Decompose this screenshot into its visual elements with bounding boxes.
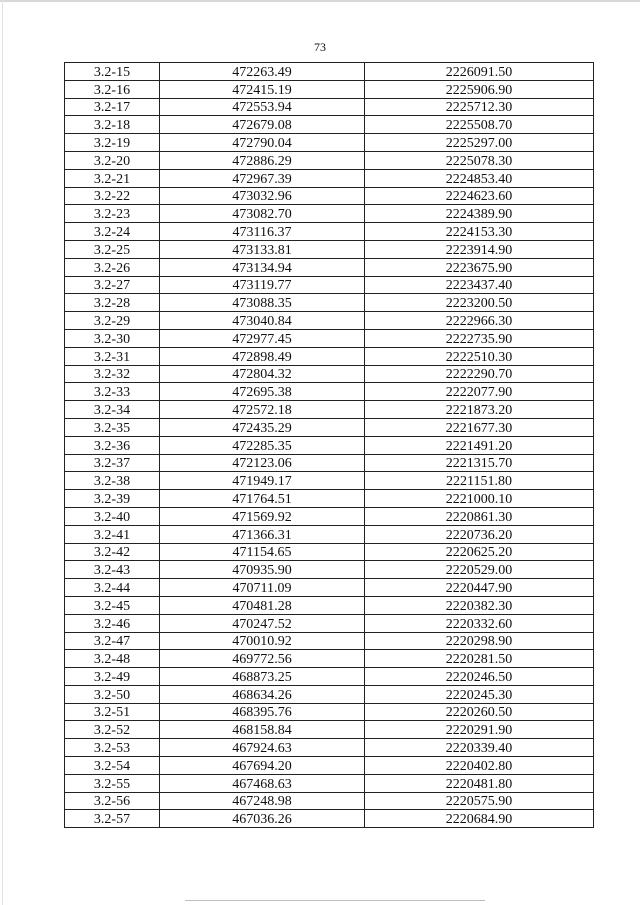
x-coordinate-cell: 467036.26 (160, 810, 365, 828)
table-row (65, 472, 594, 490)
x-coordinate-cell: 472435.29 (160, 418, 365, 436)
y-coordinate-cell: 2220332.60 (365, 614, 594, 632)
table-row (65, 80, 594, 98)
y-coordinate-cell: 2221677.30 (365, 418, 594, 436)
point-id-cell: 3.2-37 (65, 454, 160, 472)
point-id-cell: 3.2-26 (65, 258, 160, 276)
point-id-cell: 3.2-23 (65, 205, 160, 223)
y-coordinate-cell: 2222735.90 (365, 329, 594, 347)
y-coordinate-cell: 2225297.00 (365, 134, 594, 152)
point-id-cell: 3.2-40 (65, 507, 160, 525)
x-coordinate-cell: 472898.49 (160, 347, 365, 365)
point-id-cell: 3.2-27 (65, 276, 160, 294)
x-coordinate-cell: 472804.32 (160, 365, 365, 383)
table-row (65, 312, 594, 330)
x-coordinate-cell: 470481.28 (160, 596, 365, 614)
point-id-cell: 3.2-33 (65, 383, 160, 401)
point-id-cell: 3.2-50 (65, 685, 160, 703)
y-coordinate-cell: 2224623.60 (365, 187, 594, 205)
y-coordinate-cell: 2221873.20 (365, 401, 594, 419)
table-row (65, 294, 594, 312)
x-coordinate-cell: 470010.92 (160, 632, 365, 650)
table-row (65, 650, 594, 668)
table-row (65, 525, 594, 543)
x-coordinate-cell: 467248.98 (160, 792, 365, 810)
point-id-cell: 3.2-19 (65, 134, 160, 152)
table-row (65, 810, 594, 828)
x-coordinate-cell: 471154.65 (160, 543, 365, 561)
x-coordinate-cell: 471949.17 (160, 472, 365, 490)
table-row (65, 151, 594, 169)
x-coordinate-cell: 472886.29 (160, 151, 365, 169)
point-id-cell: 3.2-24 (65, 223, 160, 241)
x-coordinate-cell: 467468.63 (160, 774, 365, 792)
x-coordinate-cell: 472790.04 (160, 134, 365, 152)
table-row (65, 383, 594, 401)
point-id-cell: 3.2-16 (65, 80, 160, 98)
table-row (65, 329, 594, 347)
scan-edge-top (0, 0, 640, 2)
table-row (65, 507, 594, 525)
point-id-cell: 3.2-36 (65, 436, 160, 454)
y-coordinate-cell: 2223675.90 (365, 258, 594, 276)
point-id-cell: 3.2-38 (65, 472, 160, 490)
y-coordinate-cell: 2225508.70 (365, 116, 594, 134)
point-id-cell: 3.2-56 (65, 792, 160, 810)
x-coordinate-cell: 473119.77 (160, 276, 365, 294)
table-row (65, 365, 594, 383)
y-coordinate-cell: 2225906.90 (365, 80, 594, 98)
y-coordinate-cell: 2221000.10 (365, 490, 594, 508)
y-coordinate-cell: 2223437.40 (365, 276, 594, 294)
table-row (65, 579, 594, 597)
y-coordinate-cell: 2226091.50 (365, 63, 594, 81)
y-coordinate-cell: 2221491.20 (365, 436, 594, 454)
table-row (65, 632, 594, 650)
table-row (65, 792, 594, 810)
scan-edge-bottom (185, 900, 485, 901)
x-coordinate-cell: 471366.31 (160, 525, 365, 543)
y-coordinate-cell: 2220736.20 (365, 525, 594, 543)
y-coordinate-cell: 2225712.30 (365, 98, 594, 116)
y-coordinate-cell: 2220260.50 (365, 703, 594, 721)
point-id-cell: 3.2-54 (65, 757, 160, 775)
y-coordinate-cell: 2225078.30 (365, 151, 594, 169)
point-id-cell: 3.2-44 (65, 579, 160, 597)
table-row (65, 258, 594, 276)
x-coordinate-cell: 472695.38 (160, 383, 365, 401)
table-row (65, 685, 594, 703)
point-id-cell: 3.2-18 (65, 116, 160, 134)
table-row (65, 169, 594, 187)
table-row (65, 757, 594, 775)
point-id-cell: 3.2-46 (65, 614, 160, 632)
y-coordinate-cell: 2221315.70 (365, 454, 594, 472)
point-id-cell: 3.2-43 (65, 561, 160, 579)
point-id-cell: 3.2-42 (65, 543, 160, 561)
page-number: 73 (314, 40, 326, 54)
y-coordinate-cell: 2220684.90 (365, 810, 594, 828)
y-coordinate-cell: 2223200.50 (365, 294, 594, 312)
point-id-cell: 3.2-25 (65, 240, 160, 258)
y-coordinate-cell: 2222077.90 (365, 383, 594, 401)
point-id-cell: 3.2-45 (65, 596, 160, 614)
x-coordinate-cell: 472572.18 (160, 401, 365, 419)
coordinates-table-body (65, 63, 594, 828)
point-id-cell: 3.2-47 (65, 632, 160, 650)
table-row (65, 596, 594, 614)
y-coordinate-cell: 2220246.50 (365, 668, 594, 686)
x-coordinate-cell: 473116.37 (160, 223, 365, 241)
y-coordinate-cell: 2223914.90 (365, 240, 594, 258)
y-coordinate-cell: 2222966.30 (365, 312, 594, 330)
table-row (65, 543, 594, 561)
point-id-cell: 3.2-21 (65, 169, 160, 187)
x-coordinate-cell: 472967.39 (160, 169, 365, 187)
table-row (65, 205, 594, 223)
y-coordinate-cell: 2224153.30 (365, 223, 594, 241)
table-row (65, 490, 594, 508)
x-coordinate-cell: 468634.26 (160, 685, 365, 703)
y-coordinate-cell: 2220481.80 (365, 774, 594, 792)
point-id-cell: 3.2-31 (65, 347, 160, 365)
y-coordinate-cell: 2220529.00 (365, 561, 594, 579)
x-coordinate-cell: 472415.19 (160, 80, 365, 98)
point-id-cell: 3.2-52 (65, 721, 160, 739)
x-coordinate-cell: 472977.45 (160, 329, 365, 347)
x-coordinate-cell: 468158.84 (160, 721, 365, 739)
x-coordinate-cell: 473040.84 (160, 312, 365, 330)
x-coordinate-cell: 469772.56 (160, 650, 365, 668)
table-row (65, 561, 594, 579)
y-coordinate-cell: 2222510.30 (365, 347, 594, 365)
point-id-cell: 3.2-29 (65, 312, 160, 330)
table-row (65, 721, 594, 739)
point-id-cell: 3.2-17 (65, 98, 160, 116)
y-coordinate-cell: 2220575.90 (365, 792, 594, 810)
y-coordinate-cell: 2220281.50 (365, 650, 594, 668)
y-coordinate-cell: 2220402.80 (365, 757, 594, 775)
x-coordinate-cell: 472285.35 (160, 436, 365, 454)
y-coordinate-cell: 2224389.90 (365, 205, 594, 223)
scan-edge-left (2, 0, 3, 905)
point-id-cell: 3.2-51 (65, 703, 160, 721)
point-id-cell: 3.2-32 (65, 365, 160, 383)
x-coordinate-cell: 472123.06 (160, 454, 365, 472)
point-id-cell: 3.2-28 (65, 294, 160, 312)
y-coordinate-cell: 2220291.90 (365, 721, 594, 739)
table-row (65, 116, 594, 134)
point-id-cell: 3.2-57 (65, 810, 160, 828)
table-row (65, 614, 594, 632)
y-coordinate-cell: 2220339.40 (365, 739, 594, 757)
table-row (65, 134, 594, 152)
x-coordinate-cell: 472679.08 (160, 116, 365, 134)
point-id-cell: 3.2-55 (65, 774, 160, 792)
table-row (65, 187, 594, 205)
table-row (65, 276, 594, 294)
y-coordinate-cell: 2220447.90 (365, 579, 594, 597)
x-coordinate-cell: 470711.09 (160, 579, 365, 597)
point-id-cell: 3.2-15 (65, 63, 160, 81)
table-row (65, 98, 594, 116)
x-coordinate-cell: 468395.76 (160, 703, 365, 721)
y-coordinate-cell: 2220861.30 (365, 507, 594, 525)
table-row (65, 347, 594, 365)
x-coordinate-cell: 473032.96 (160, 187, 365, 205)
x-coordinate-cell: 473133.81 (160, 240, 365, 258)
table-row (65, 739, 594, 757)
x-coordinate-cell: 472263.49 (160, 63, 365, 81)
x-coordinate-cell: 471764.51 (160, 490, 365, 508)
point-id-cell: 3.2-48 (65, 650, 160, 668)
y-coordinate-cell: 2221151.80 (365, 472, 594, 490)
table-row (65, 418, 594, 436)
point-id-cell: 3.2-49 (65, 668, 160, 686)
x-coordinate-cell: 467694.20 (160, 757, 365, 775)
point-id-cell: 3.2-30 (65, 329, 160, 347)
table-row (65, 401, 594, 419)
point-id-cell: 3.2-53 (65, 739, 160, 757)
y-coordinate-cell: 2224853.40 (365, 169, 594, 187)
table-row (65, 223, 594, 241)
point-id-cell: 3.2-34 (65, 401, 160, 419)
table-row (65, 668, 594, 686)
table-row (65, 774, 594, 792)
x-coordinate-cell: 473088.35 (160, 294, 365, 312)
table-row (65, 703, 594, 721)
point-id-cell: 3.2-20 (65, 151, 160, 169)
x-coordinate-cell: 470935.90 (160, 561, 365, 579)
point-id-cell: 3.2-41 (65, 525, 160, 543)
y-coordinate-cell: 2220298.90 (365, 632, 594, 650)
point-id-cell: 3.2-35 (65, 418, 160, 436)
x-coordinate-cell: 473082.70 (160, 205, 365, 223)
x-coordinate-cell: 467924.63 (160, 739, 365, 757)
y-coordinate-cell: 2222290.70 (365, 365, 594, 383)
x-coordinate-cell: 472553.94 (160, 98, 365, 116)
table-row (65, 436, 594, 454)
table-row (65, 454, 594, 472)
table-row (65, 63, 594, 81)
table-row (65, 240, 594, 258)
y-coordinate-cell: 2220382.30 (365, 596, 594, 614)
y-coordinate-cell: 2220625.20 (365, 543, 594, 561)
point-id-cell: 3.2-39 (65, 490, 160, 508)
x-coordinate-cell: 468873.25 (160, 668, 365, 686)
x-coordinate-cell: 473134.94 (160, 258, 365, 276)
coordinates-table (64, 62, 594, 828)
point-id-cell: 3.2-22 (65, 187, 160, 205)
y-coordinate-cell: 2220245.30 (365, 685, 594, 703)
x-coordinate-cell: 471569.92 (160, 507, 365, 525)
x-coordinate-cell: 470247.52 (160, 614, 365, 632)
